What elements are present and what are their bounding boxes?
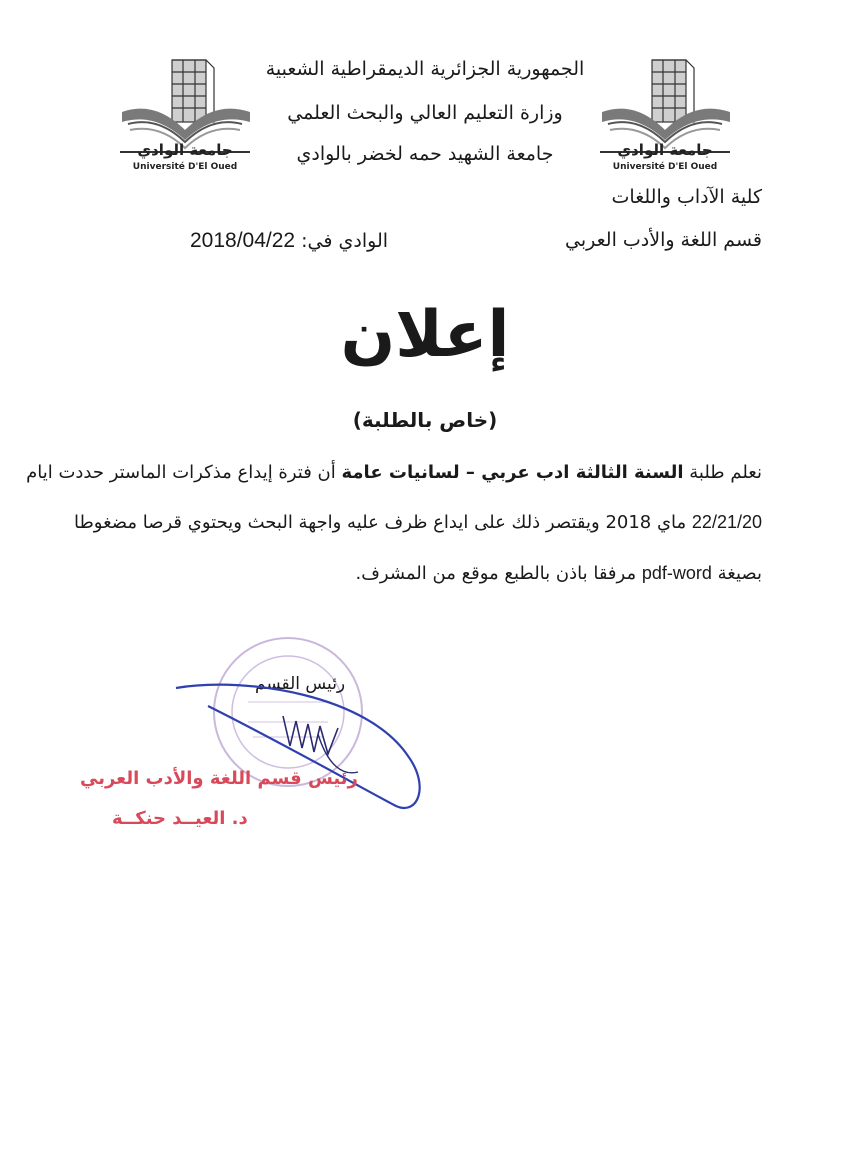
university-logo-icon bbox=[110, 52, 260, 172]
logo-latin-name: Université D'El Oued bbox=[612, 162, 718, 172]
body-line-3 bbox=[80, 563, 762, 584]
logo-arabic-name: جامعة الوادي bbox=[137, 141, 233, 159]
faculty-name: كلية الآداب واللغات bbox=[611, 186, 762, 208]
body-line1-bold: السنة الثالثة ادب عربي – لسانيات عامة bbox=[341, 462, 684, 483]
body-line-2 bbox=[73, 512, 762, 533]
header-republic: الجمهورية الجزائرية الديمقراطية الشعبية bbox=[265, 58, 585, 80]
university-logo-left bbox=[110, 52, 260, 172]
header-ministry: وزارة التعليم العالي والبحث العلمي bbox=[287, 102, 563, 124]
university-logo-right bbox=[590, 52, 740, 172]
department-name: قسم اللغة والأدب العربي bbox=[565, 229, 762, 251]
body-line1-post: أن فترة إيداع مذكرات الماستر حددت ايام bbox=[26, 462, 336, 483]
date-value: 2018/04/22 bbox=[190, 229, 296, 252]
date-label: الوادي في: bbox=[301, 230, 389, 252]
logo-latin-name: Université D'El Oued bbox=[132, 162, 238, 172]
body-line3-post: مرفقا باذن بالطبع موقع من المشرف. bbox=[355, 563, 637, 584]
announcement-subtitle: (خاص بالطلبة) bbox=[352, 408, 498, 432]
red-stamp-title: رئيس قسم اللغة والأدب العربي bbox=[80, 768, 358, 789]
signature-icon bbox=[168, 676, 428, 826]
date-line bbox=[190, 229, 388, 253]
body-line3-pre: بصيغة bbox=[717, 563, 762, 584]
body-line2-dates: 22/21/20 bbox=[691, 512, 762, 532]
logo-arabic-name: جامعة الوادي bbox=[617, 141, 713, 159]
body-line3-format: pdf-word bbox=[641, 563, 712, 583]
handwritten-signature bbox=[168, 676, 428, 826]
red-stamp-name: د. العيــد حنكــة bbox=[112, 808, 248, 829]
body-line1-pre: نعلم طلبة bbox=[689, 462, 762, 483]
announcement-title: إعلان bbox=[340, 298, 510, 372]
header-university: جامعة الشهيد حمه لخضر بالوادي bbox=[296, 143, 554, 165]
body-line-1 bbox=[26, 462, 762, 483]
department-head-title: رئيس القسم bbox=[255, 674, 346, 694]
body-line2-rest: ماي 2018 ويقتصر ذلك على ايداع ظرف عليه واجهة البحث ويحتوي قرصا مضغوطا bbox=[73, 512, 687, 533]
university-logo-icon bbox=[590, 52, 740, 172]
